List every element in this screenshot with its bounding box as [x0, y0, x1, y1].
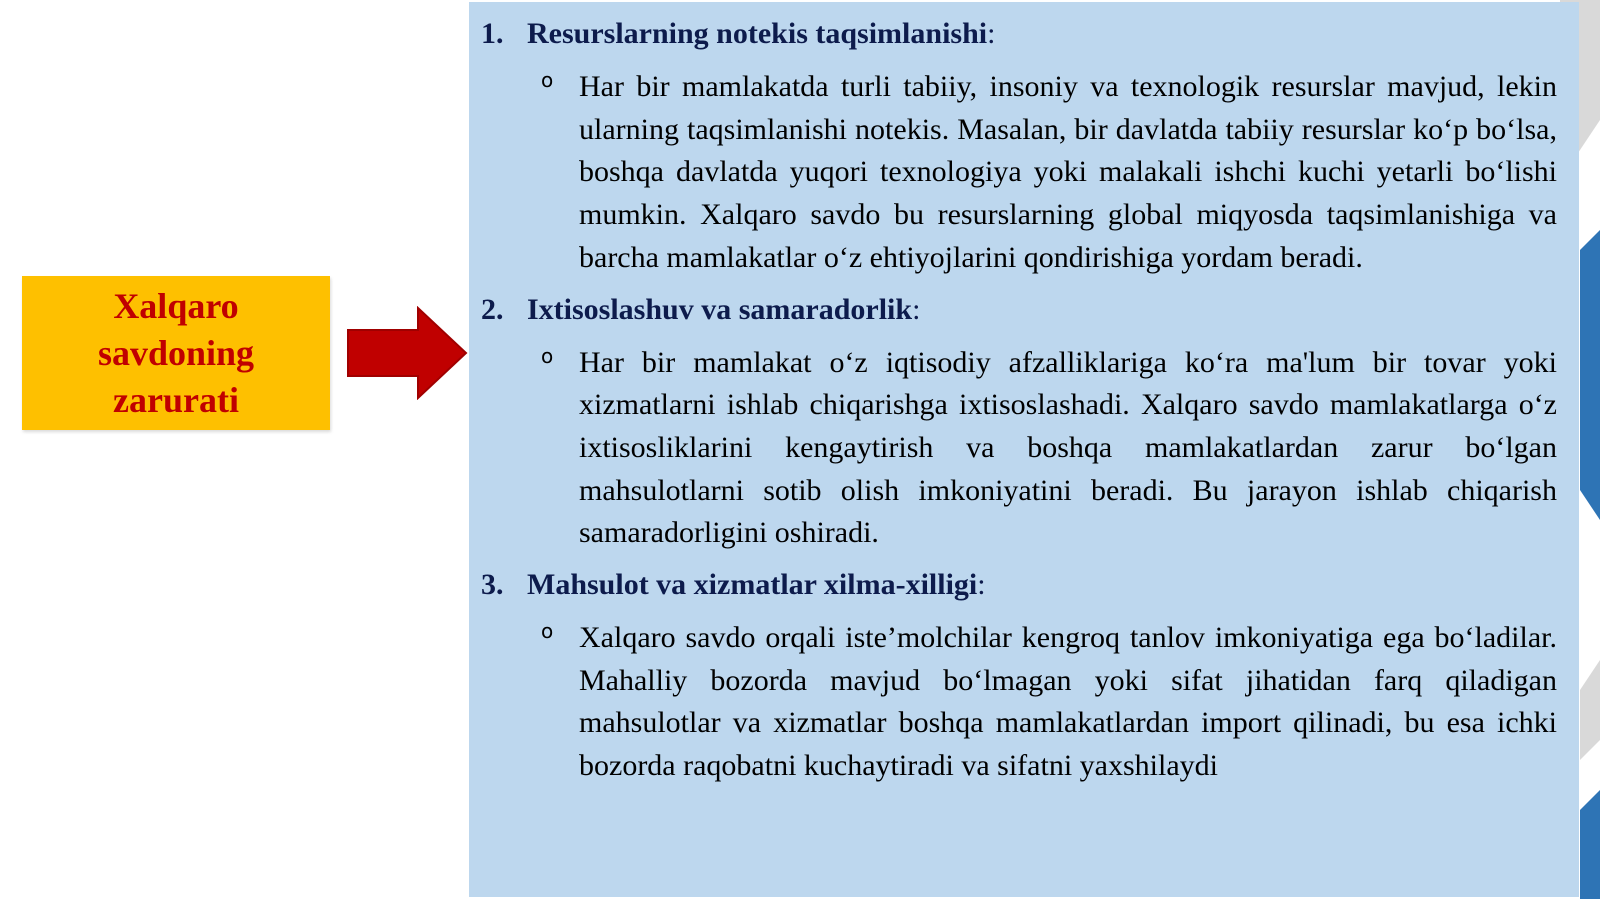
section-title-colon: :: [912, 292, 921, 326]
section-2: [481, 288, 1557, 556]
content-panel: [469, 2, 1579, 897]
bullet-marker: o: [541, 68, 554, 92]
section-paragraph: Har bir mamlakat o‘z iqtisodiy afzalliklariga ko‘ra ma'lum bir tovar yoki xizmatlarni ishlab chiqarishga ixtisoslashadi. Xalqaro savdo mamlakatlarga o‘z ixtisosliklarini kengaytirish va boshqa mamlakatlardan zarur bo‘lgan mahsulotlarni sotib olish imkoniyatini beradi. Bu jarayon ishlab chiqarish samaradorligini oshiradi.: [579, 345, 1557, 550]
section-number: 3.: [481, 568, 504, 602]
section-title: Resurslarning notekis taqsimlanishi: [527, 17, 988, 50]
section-number: 2.: [481, 292, 504, 326]
deco-shape-blue-middle: [1580, 230, 1600, 520]
bullet-item: [481, 617, 1557, 788]
section-heading: [481, 288, 1557, 332]
bullet-item: [481, 342, 1557, 556]
section-1: [481, 12, 1557, 280]
section-paragraph: Har bir mamlakatda turli tabiiy, insoniy va texnologik resurslar mavjud, lekin ularning taqsimlanishi notekis. Masalan, bir davlatda tabiiy resurslar ko‘p bo‘lsa, boshqa davlatda yuqori texnologiya yoki malakali ishchi kuchi yetarli bo‘lishi mumkin. Xalqaro savdo bu resurslarning global miqyosda taqsimlanishiga va barcha mamlakatlar o‘z ehtiyojlarini qondirishiga yordam beradi.: [579, 70, 1557, 274]
deco-shape-gray-lower: [1580, 660, 1600, 760]
deco-shape-blue-bottom: [1580, 790, 1600, 899]
title-box: [22, 276, 330, 430]
reasons-list: [481, 12, 1557, 788]
section-paragraph: Xalqaro savdo orqali iste’molchilar kengroq tanlov imkoniyatiga ega bo‘ladilar. Mahalliy bozorda mavjud bo‘lmagan yoki sifat jihatidan farq qiladigan mahsulotlar va xizmatlar boshqa mamlakatlardan import qilinadi, bu esa ichki bozorda raqobatni kuchaytiradi va sifatni yaxshilaydi: [579, 621, 1557, 783]
bullet-item: [481, 66, 1557, 280]
section-heading: [481, 563, 1557, 607]
section-number: 1.: [481, 17, 504, 50]
bullet-marker: o: [541, 619, 554, 644]
section-title: Ixtisoslashuv va samaradorlik: [527, 292, 913, 326]
section-heading: [481, 12, 1557, 56]
section-title: Mahsulot va xizmatlar xilma-xilligi: [527, 568, 978, 602]
bullet-marker: o: [541, 343, 554, 368]
slide-title: Xalqaro savdoning zarurati: [97, 285, 255, 420]
right-arrow-icon: [346, 306, 468, 400]
section-title-colon: :: [977, 568, 986, 602]
section-3: [481, 563, 1557, 788]
section-title-colon: :: [987, 17, 996, 50]
